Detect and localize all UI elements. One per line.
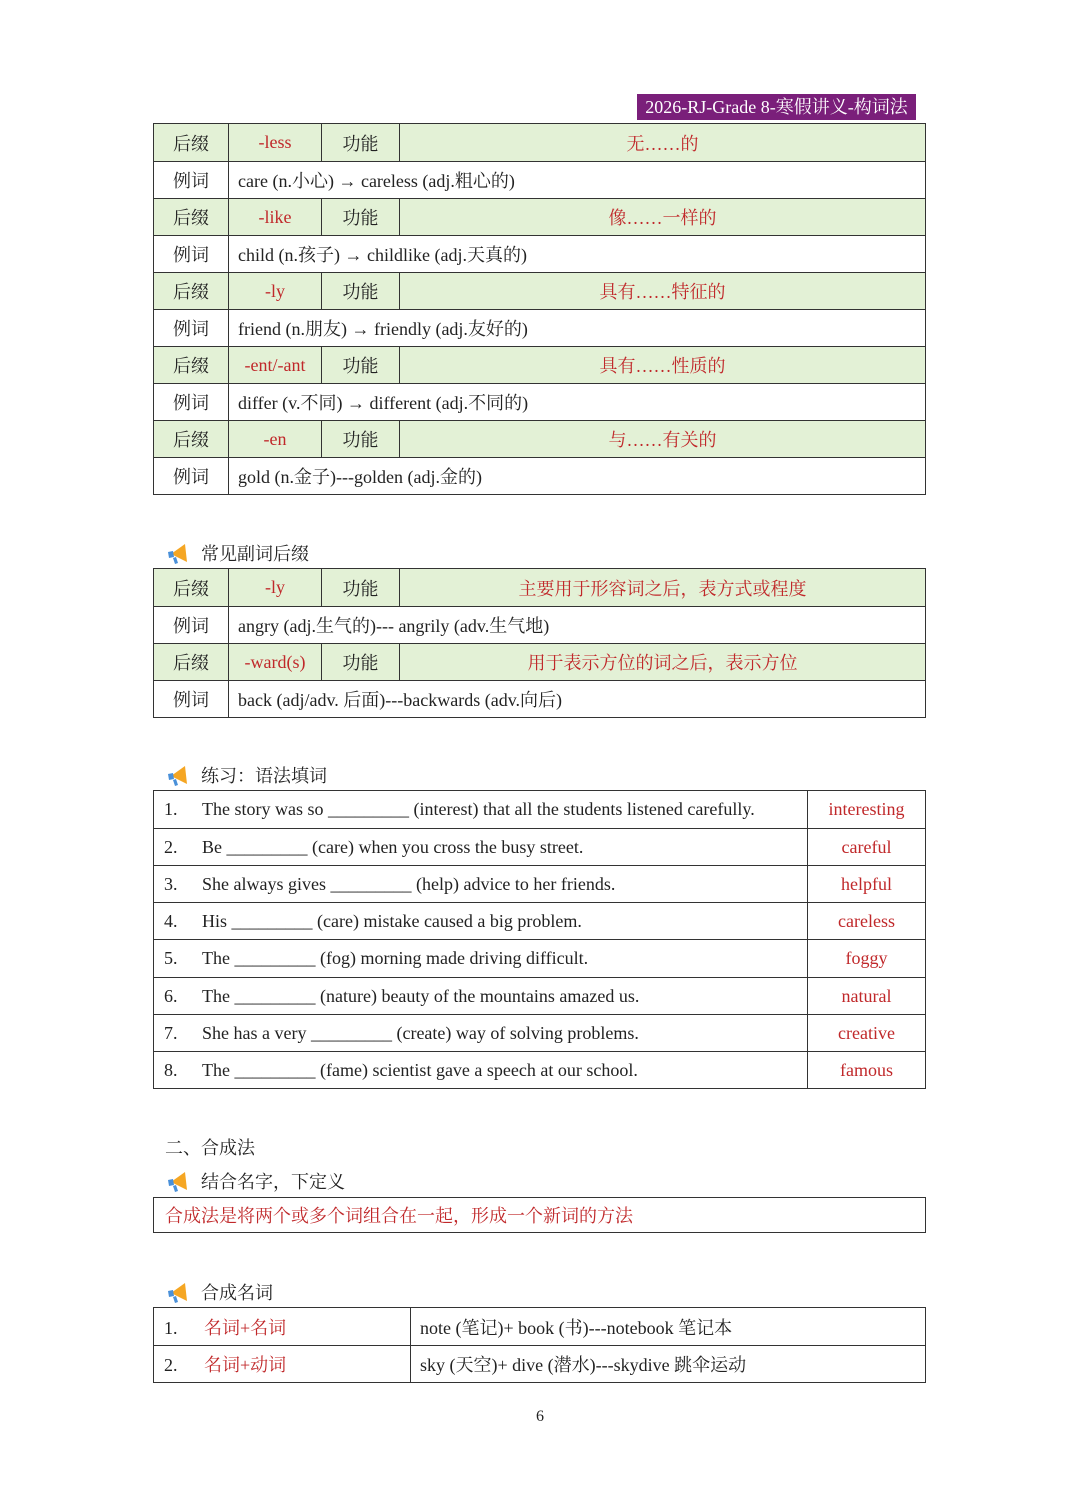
suffix-value: -ly <box>229 273 322 310</box>
exercise-text: She has a very _________ (create) way of solving problems. <box>202 1022 639 1043</box>
function-label: 功能 <box>322 347 400 384</box>
function-value: 具有……性质的 <box>400 347 926 384</box>
document-header-tag: 2026-RJ-Grade 8-寒假讲义-构词法 <box>637 94 916 120</box>
megaphone-icon <box>165 540 191 566</box>
suffix-row <box>154 273 926 310</box>
suffix-row <box>154 347 926 384</box>
function-label: 功能 <box>322 421 400 458</box>
page-number: 6 <box>536 1408 544 1425</box>
suffix-label: 后缀 <box>154 644 229 681</box>
example-row <box>154 681 926 718</box>
exercise-row <box>154 903 926 940</box>
example-label: 例词 <box>154 310 229 347</box>
exercise-row <box>154 940 926 978</box>
megaphone-icon <box>165 762 191 788</box>
exercise-number: 1. <box>164 799 178 819</box>
exercise-answer: interesting <box>808 791 926 829</box>
example-value: back (adj/adv. 后面)---backwards (adv.向后) <box>229 681 926 718</box>
function-label: 功能 <box>322 644 400 681</box>
compound-type-cell <box>154 1308 411 1346</box>
exercise-row <box>154 791 926 829</box>
suffix-row <box>154 644 926 681</box>
exercise-answer: foggy <box>808 940 926 978</box>
function-label: 功能 <box>322 273 400 310</box>
exercise-number: 6. <box>164 985 178 1006</box>
exercise-row <box>154 1015 926 1052</box>
suffix-value: -less <box>229 124 322 162</box>
suffix-value: -ly <box>229 569 322 607</box>
adverb-section-title: 常见副词后缀 <box>201 544 309 564</box>
suffix-row <box>154 124 926 162</box>
compound-row <box>154 1308 926 1346</box>
exercise-text: The story was so _________ (interest) that all the students listened carefully. <box>202 799 755 819</box>
exercise-number: 7. <box>164 1022 178 1043</box>
exercise-title: 练习：语法填词 <box>201 766 327 786</box>
suffix-label: 后缀 <box>154 273 229 310</box>
exercise-text: The _________ (fog) morning made driving difficult. <box>202 948 589 968</box>
exercise-number: 2. <box>164 836 178 857</box>
definition-box: 合成法是将两个或多个词组合在一起，形成一个新词的方法 <box>153 1197 926 1233</box>
suffix-value: -like <box>229 199 322 236</box>
function-label: 功能 <box>322 569 400 607</box>
exercise-section-heading <box>165 762 327 788</box>
example-label: 例词 <box>154 384 229 421</box>
megaphone-icon <box>165 1279 191 1305</box>
exercise-text: She always gives _________ (help) advice to her friends. <box>202 873 616 894</box>
example-label: 例词 <box>154 236 229 273</box>
exercise-row <box>154 1052 926 1089</box>
exercise-row <box>154 978 926 1015</box>
exercise-sentence <box>154 978 808 1015</box>
function-label: 功能 <box>322 124 400 162</box>
suffix-label: 后缀 <box>154 569 229 607</box>
exercise-answer: creative <box>808 1015 926 1052</box>
exercise-text: The _________ (fame) scientist gave a speech at our school. <box>202 1059 638 1080</box>
compound-noun-table <box>153 1307 926 1383</box>
exercise-table <box>153 790 926 1089</box>
exercise-number: 5. <box>164 948 178 968</box>
suffix-label: 后缀 <box>154 421 229 458</box>
compound-example: sky (天空)+ dive (潜水)---skydive 跳伞运动 <box>411 1346 926 1383</box>
example-value: angry (adj.生气的)--- angrily (adv.生气地) <box>229 607 926 644</box>
suffix-label: 后缀 <box>154 124 229 162</box>
function-value: 具有……特征的 <box>400 273 926 310</box>
definition-title: 结合名字，下定义 <box>201 1172 345 1192</box>
example-value: friend (n.朋友) → friendly (adj.友好的) <box>229 310 926 347</box>
exercise-row <box>154 866 926 903</box>
exercise-sentence <box>154 903 808 940</box>
suffix-label: 后缀 <box>154 199 229 236</box>
example-row <box>154 458 926 495</box>
exercise-sentence <box>154 791 808 829</box>
compound-example: note (笔记)+ book (书)---notebook 笔记本 <box>411 1308 926 1346</box>
exercise-answer: careless <box>808 903 926 940</box>
exercise-text: Be _________ (care) when you cross the busy street. <box>202 836 584 857</box>
compound-row <box>154 1346 926 1383</box>
example-label: 例词 <box>154 681 229 718</box>
example-row <box>154 607 926 644</box>
example-label: 例词 <box>154 458 229 495</box>
suffix-row <box>154 569 926 607</box>
compound-number: 1. <box>164 1317 178 1338</box>
suffix-value: -ent/-ant <box>229 347 322 384</box>
exercise-sentence <box>154 1015 808 1052</box>
exercise-sentence <box>154 829 808 866</box>
function-value: 用于表示方位的词之后，表示方位 <box>400 644 926 681</box>
exercise-answer: natural <box>808 978 926 1015</box>
example-row <box>154 310 926 347</box>
exercise-number: 3. <box>164 873 178 894</box>
example-value: differ (v.不同) → different (adj.不同的) <box>229 384 926 421</box>
example-label: 例词 <box>154 162 229 199</box>
suffix-label: 后缀 <box>154 347 229 384</box>
compound-type: 名词+名词 <box>204 1317 287 1338</box>
exercise-answer: careful <box>808 829 926 866</box>
function-value: 像……一样的 <box>400 199 926 236</box>
suffix-row <box>154 421 926 458</box>
exercise-sentence <box>154 940 808 978</box>
suffix-value: -en <box>229 421 322 458</box>
example-row <box>154 162 926 199</box>
compound-number: 2. <box>164 1355 178 1375</box>
compound-type: 名词+动词 <box>204 1355 287 1375</box>
example-value: gold (n.金子)---golden (adj.金的) <box>229 458 926 495</box>
example-label: 例词 <box>154 607 229 644</box>
exercise-answer: helpful <box>808 866 926 903</box>
exercise-text: His _________ (care) mistake caused a big problem. <box>202 910 582 931</box>
example-value: care (n.小心) → careless (adj.粗心的) <box>229 162 926 199</box>
example-row <box>154 384 926 421</box>
adverb-section-heading <box>165 540 309 566</box>
exercise-answer: famous <box>808 1052 926 1089</box>
function-value: 与……有关的 <box>400 421 926 458</box>
exercise-sentence <box>154 1052 808 1089</box>
example-row <box>154 236 926 273</box>
exercise-number: 8. <box>164 1059 178 1080</box>
function-value: 无……的 <box>400 124 926 162</box>
function-value: 主要用于形容词之后，表方式或程度 <box>400 569 926 607</box>
adverb-suffix-table <box>153 568 926 718</box>
definition-section-heading <box>165 1168 345 1194</box>
exercise-row <box>154 829 926 866</box>
compound-noun-title: 合成名词 <box>201 1283 273 1303</box>
example-value: child (n.孩子) → childlike (adj.天真的) <box>229 236 926 273</box>
compound-heading: 二、合成法 <box>165 1138 255 1158</box>
adjective-suffix-table <box>153 123 926 495</box>
suffix-value: -ward(s) <box>229 644 322 681</box>
exercise-number: 4. <box>164 910 178 931</box>
exercise-text: The _________ (nature) beauty of the mountains amazed us. <box>202 985 640 1006</box>
megaphone-icon <box>165 1168 191 1194</box>
function-label: 功能 <box>322 199 400 236</box>
compound-type-cell <box>154 1346 411 1383</box>
compound-noun-heading <box>165 1279 273 1305</box>
suffix-row <box>154 199 926 236</box>
exercise-sentence <box>154 866 808 903</box>
